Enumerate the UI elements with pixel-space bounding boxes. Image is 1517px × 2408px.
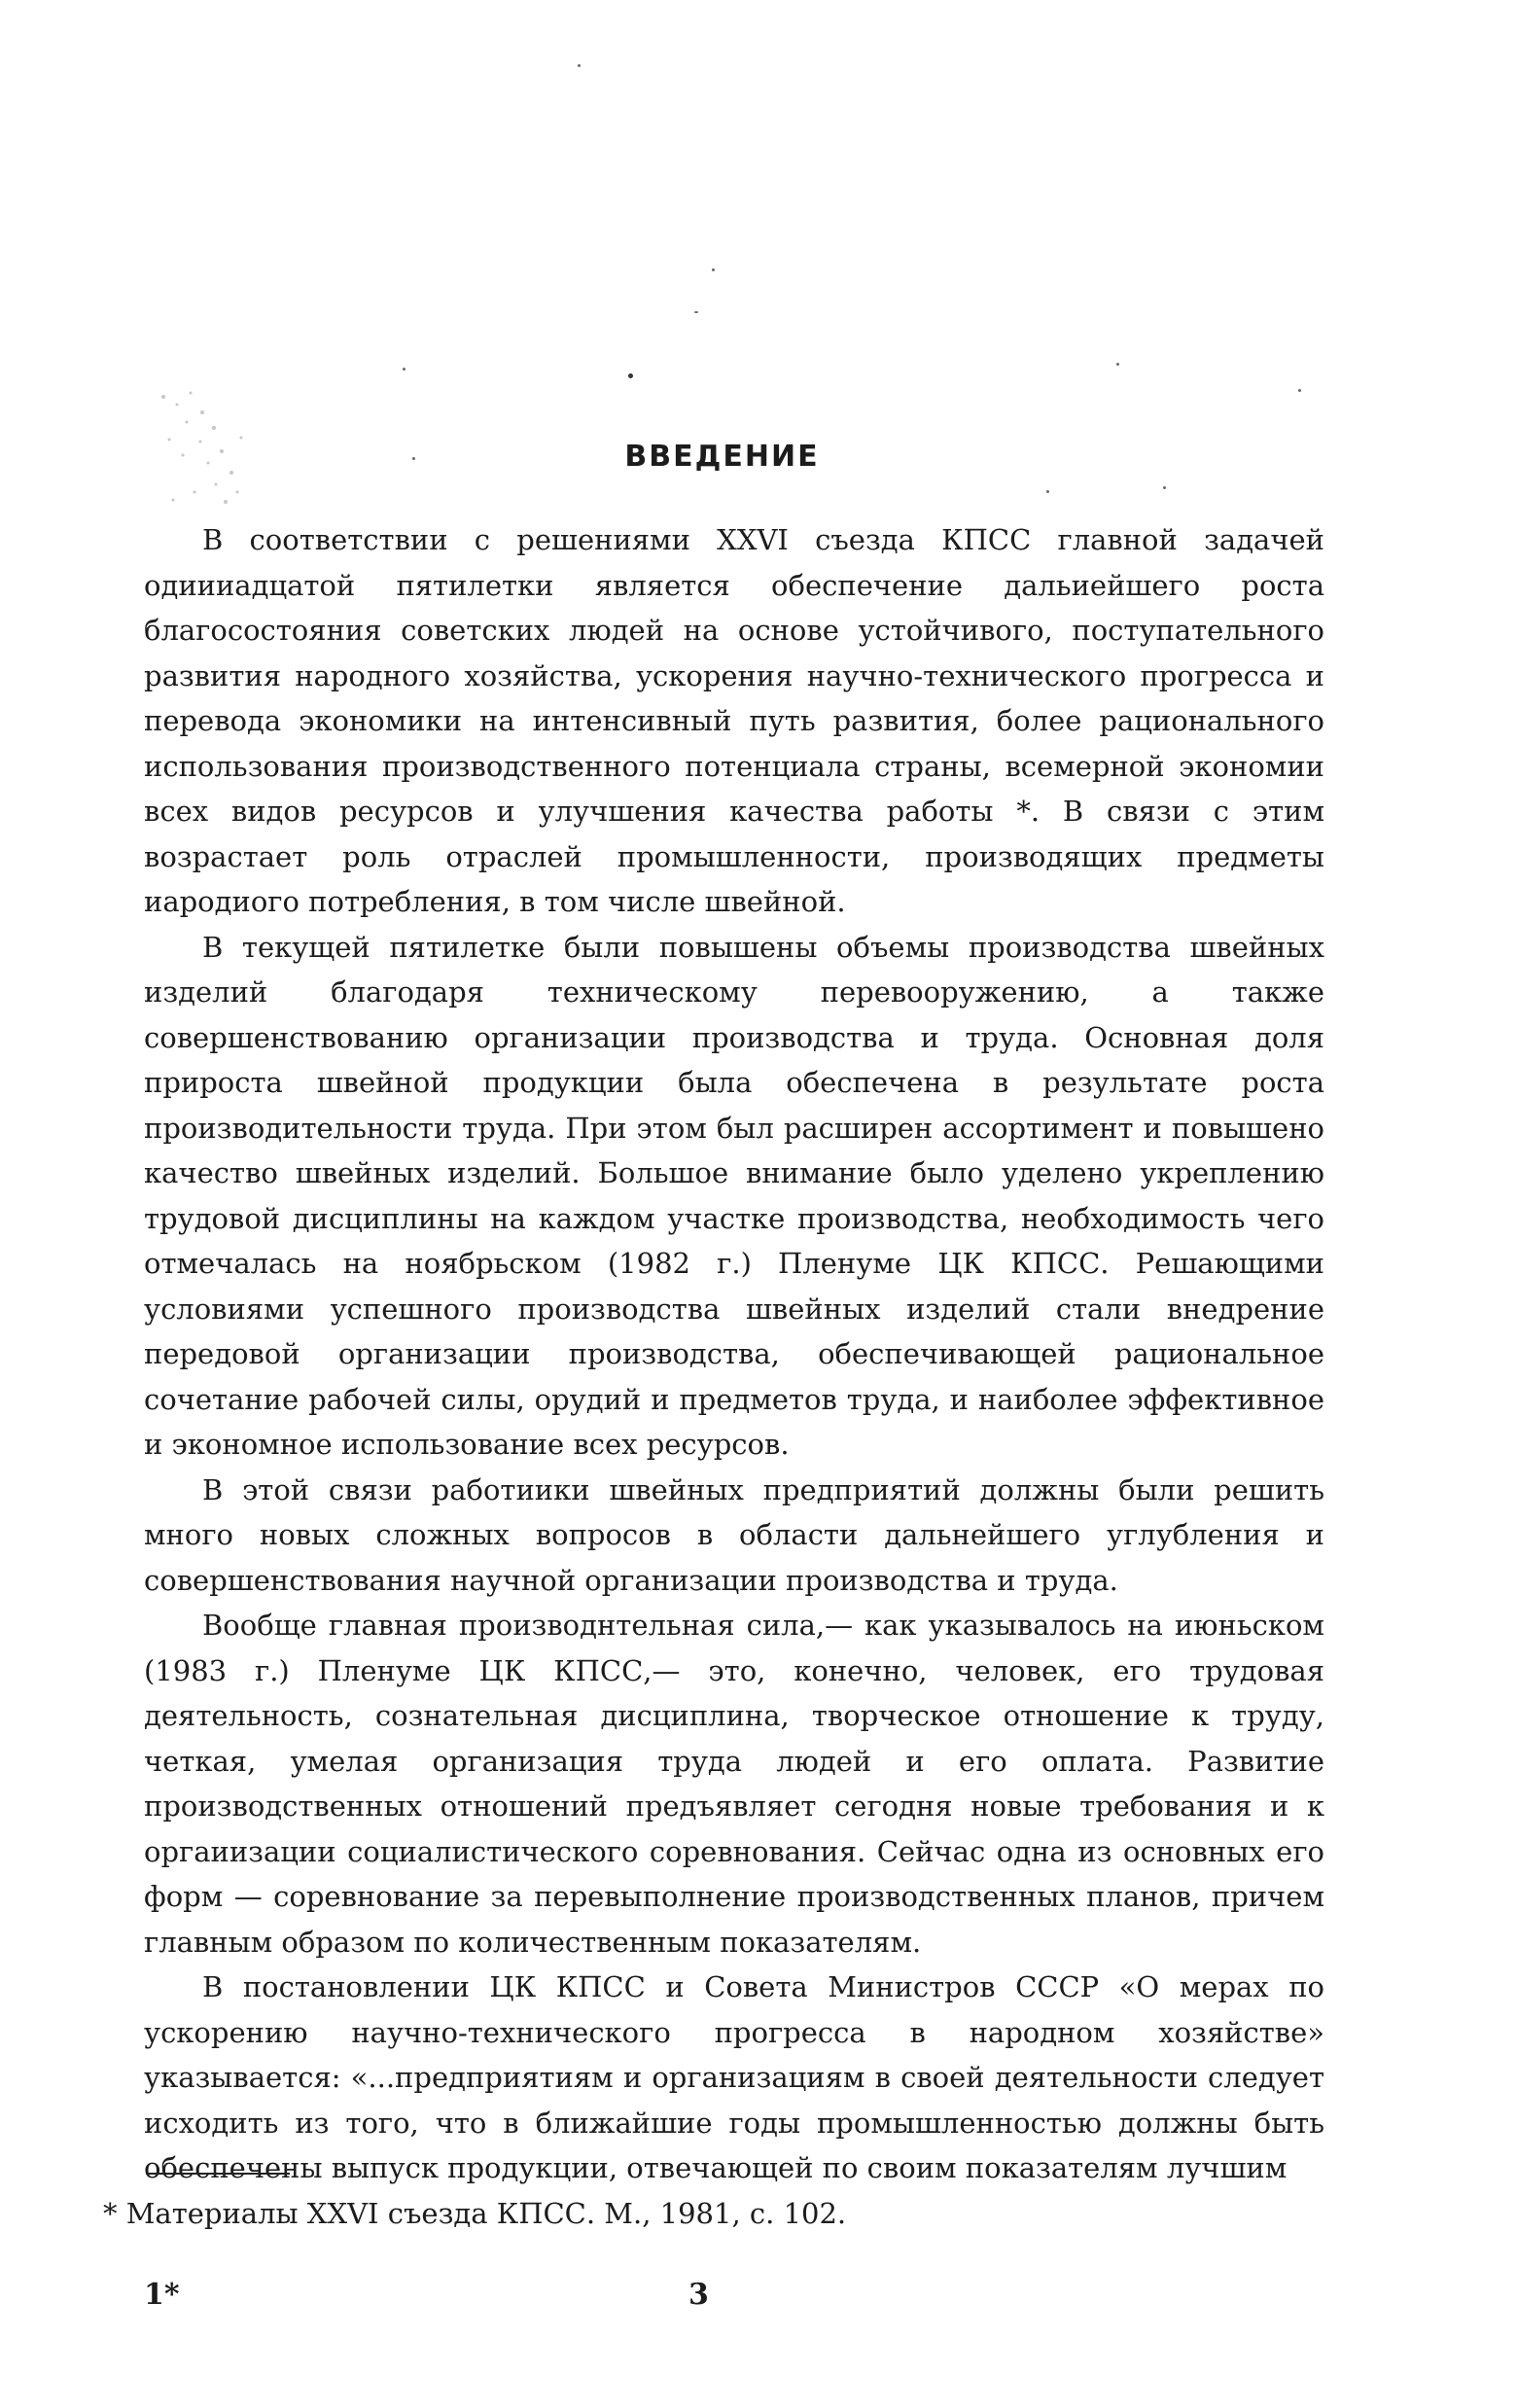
print-speck: [403, 368, 406, 371]
page-number: 3: [688, 2278, 709, 2312]
paragraph: В текущей пятилетке были повышены объемы производства швейных изделий благодаря техническому перевооружению, а также совершенствованию организации производства и труда. Основная доля прироста швейной продукции была обеспечена в результате роста производительности труда. При этом был расширен ассортимент и повышено качество швейных изделий. Большое внимание было уделено укреплению трудовой дисциплины на каждом участке производства, необходимость чего отмечалась на ноябрьском (1982 г.) Пленуме ЦК КПСС. Решающими условиями успешного производства швейных изделий стали внедрение передовой организации производства, обеспечивающей рациональное сочетание рабочей силы, орудий и предметов труда, и наиболее эффективное и экономное использование всех ресурсов.: [144, 930, 1324, 1461]
print-speck: [628, 373, 633, 378]
footnote-divider: [146, 2173, 290, 2175]
signature-mark: 1*: [144, 2278, 180, 2312]
paragraph: В этой связи работиики швейных предприятий должны были решить много новых сложных вопросов в области дальнейшего углубления и совершенствования научной организации производства и труда.: [144, 1472, 1324, 1597]
print-speck: [578, 64, 581, 67]
print-speck: [1298, 389, 1301, 392]
paragraph: В соответствии с решениями XXVI съезда КПСС главной задачей одиииадцатой пятилетки является обеспечение дальиейшего роста благосостояния советских людей на основе устойчивого, поступательного развития народного хозяйства, ускорения научно-технического прогресса и перевода экономики на интенсивный путь развития, более рационального использования производственного потенциала страны, всемерной экономии всех видов ресурсов и улучшения качества работы *. В связи с этим возрастает роль отраслей промышленности, производящих предметы иародиого потребления, в том числе швейной.: [144, 523, 1324, 918]
body-text: [144, 517, 1324, 2191]
print-speck: [1163, 486, 1166, 489]
print-speck: [712, 268, 715, 271]
paragraph: В постановлении ЦК КПСС и Совета Министров СССР «О мерах по ускорению научно-технического прогресса в народном хозяйстве» указывается: «...предприятиям и организациям в своей деятельности следует исходить из того, что в ближайшие годы промышленностью должны быть обеспечены выпуск продукции, отвечающей по своим показателям лучшим: [144, 1970, 1324, 2184]
section-heading: ВВЕДЕНИЕ: [624, 440, 820, 474]
paragraph: Вообще главная производнтельная сила,— как указывалось на июньском (1983 г.) Пленуме ЦК КПСС,— это, конечно, человек, его трудовая деятельность, сознательная дисциплина, творческое отношение к труду, четкая, умелая организация труда людей и его оплата. Развитие производственных отношений предъявляет сегодня новые требования и к оргаиизации социалистического соревнования. Сейчас одна из основных его форм — соревнование за перевыполнение производственных планов, причем главным образом по количественным показателям.: [144, 1609, 1324, 1959]
print-speck: [694, 311, 698, 313]
print-speck: [1116, 363, 1119, 366]
print-speck: [1046, 490, 1049, 493]
footnote: * Материалы XXVI съезда КПСС. М., 1981, с. 102.: [103, 2197, 847, 2230]
